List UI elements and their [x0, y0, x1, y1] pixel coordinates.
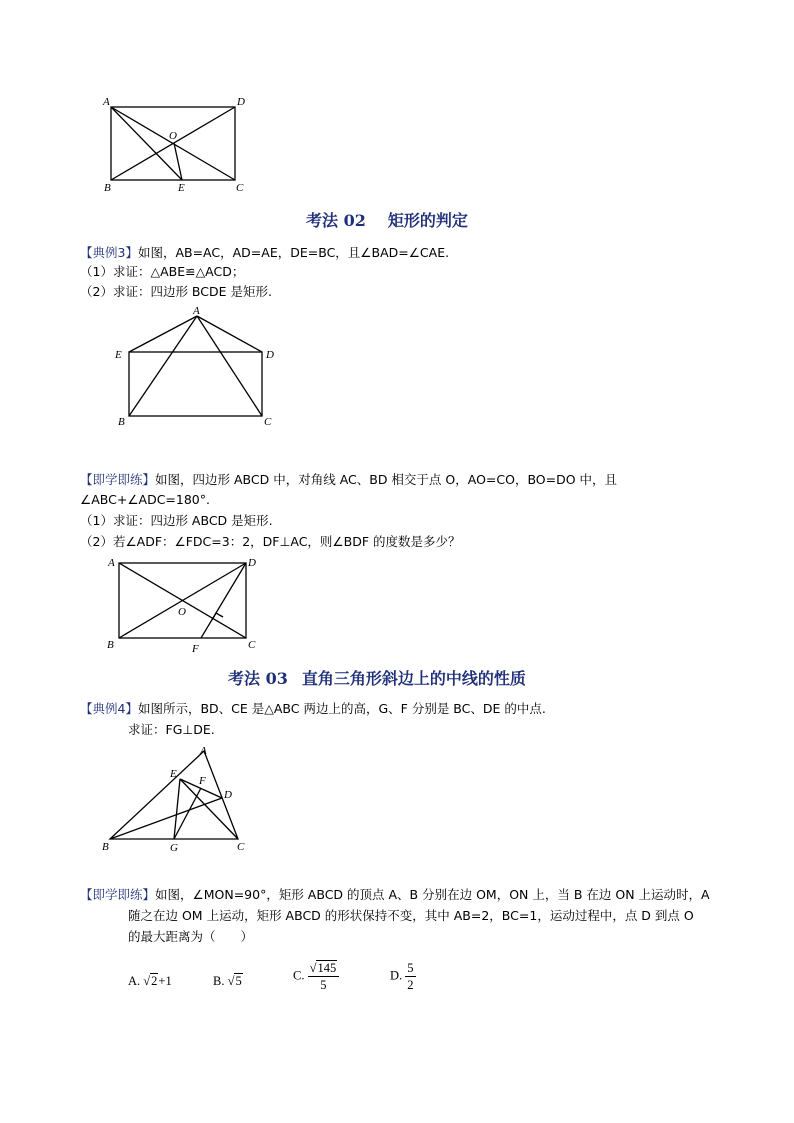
section-heading-03: [228, 666, 526, 689]
label-e: E: [115, 349, 122, 361]
example3-q2: （2）求证：四边形 BCDE 是矩形.: [80, 284, 272, 299]
section-heading-02: [306, 208, 468, 231]
example-tag: 【典例4】: [80, 701, 138, 716]
example3-stem: 【典例3】如图，AB=AC，AD=AE，DE=BC，且∠BAD=∠CAE.: [80, 245, 450, 260]
label-c: C: [237, 841, 245, 853]
fraction: $\frac{5}{2}$: [407, 961, 414, 992]
label-e: E: [178, 182, 185, 194]
practice2-line1: 【即学即练】如图，∠MON=90°，矩形 ABCD 的顶点 A、B 分别在边 OM，ON 上，当 B 在边 ON 上运动时，A: [80, 887, 710, 902]
figure-rectangle-bcde-a: [108, 302, 283, 430]
practice2-line2: 随之在边 OM 上运动，矩形 ABCD 的形状保持不变，其中 AB=2，BC=1，运动过程中，点 D 到点 O: [128, 908, 694, 923]
label-a: A: [193, 305, 200, 317]
example-tag: 【典例3】: [80, 245, 138, 260]
figure-rectangle-abcd-f: [100, 553, 270, 657]
label-b: B: [102, 841, 109, 853]
example4-prove: 求证：FG⊥DE.: [128, 722, 215, 737]
fraction: $\frac{√145}{5}$: [308, 960, 340, 993]
option-b[interactable]: B. √5: [213, 974, 242, 988]
practice-tag: 【即学即练】: [80, 472, 156, 487]
section-title: 直角三角形斜边上的中线的性质: [301, 669, 526, 688]
practice2-line3: 的最大距离为（ ）: [128, 929, 254, 944]
example4-stem: 【典例4】如图所示，BD、CE 是△ABC 两边上的高，G、F 分别是 BC、DE 的中点.: [80, 701, 546, 716]
label-a: A: [200, 745, 207, 757]
option-a[interactable]: A. √2+1: [128, 974, 172, 988]
section-title: 矩形的判定: [387, 211, 468, 230]
label-a: A: [108, 557, 115, 569]
label-c: C: [264, 416, 272, 428]
label-c: C: [248, 639, 256, 651]
figure-rectangle-abcd-e: [95, 92, 265, 196]
practice1-q2: （2）若∠ADF：∠FDC=3：2，DF⊥AC，则∠BDF 的度数是多少？: [80, 534, 461, 549]
practice1-stem-line2: ∠ABC+∠ADC=180°.: [80, 492, 210, 507]
label-d: D: [224, 789, 232, 801]
section-number: 考法 02: [306, 211, 366, 230]
section-number: 考法 03: [228, 669, 288, 688]
practice-tag: 【即学即练】: [80, 887, 156, 902]
option-d[interactable]: D. $\frac{5}{2}$: [390, 961, 414, 992]
label-f: F: [199, 775, 206, 787]
label-d: D: [237, 96, 245, 108]
label-b: B: [107, 639, 114, 651]
label-d: D: [248, 557, 256, 569]
label-o: O: [178, 606, 186, 618]
example3-q1: （1）求证：△ABE≌△ACD；: [80, 264, 245, 279]
label-g: G: [170, 842, 178, 854]
option-c[interactable]: C. $\frac{√145}{5}$: [293, 960, 339, 993]
label-d: D: [266, 349, 274, 361]
label-e: E: [170, 768, 177, 780]
label-o: O: [169, 130, 177, 142]
label-c: C: [236, 182, 244, 194]
practice1-stem-line1: 【即学即练】如图，四边形 ABCD 中，对角线 AC、BD 相交于点 O，AO=CO，BO=DO 中，且: [80, 472, 618, 487]
figure-triangle-altitudes: [96, 742, 256, 854]
label-f: F: [192, 643, 199, 655]
practice1-q1: （1）求证：四边形 ABCD 是矩形.: [80, 513, 273, 528]
label-b: B: [118, 416, 125, 428]
label-b: B: [104, 182, 111, 194]
label-a: A: [103, 96, 110, 108]
